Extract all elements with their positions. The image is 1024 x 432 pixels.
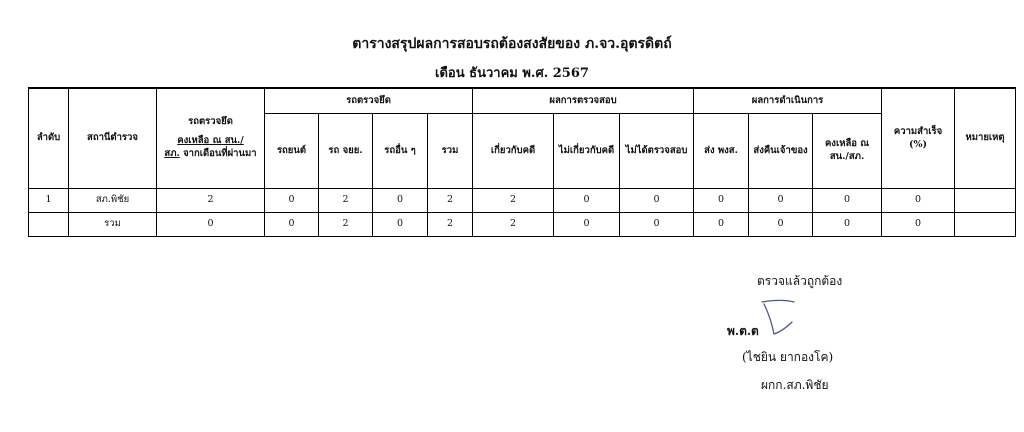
signer-rank: พ.ต.ต (727, 324, 759, 338)
cell-total-note (955, 213, 1016, 237)
header-remaining-line1: รถตรวจยึด (188, 116, 233, 128)
header-remaining-tail: จากเดือนที่ผ่านมา (179, 147, 257, 159)
cell-total-remaining: 0 (157, 213, 265, 237)
header-motorcycle: รถ จยย. (319, 114, 373, 189)
header-remaining-underline1: คงเหลือ ณ สน./ (177, 135, 244, 147)
cell-motorcycle: 2 (319, 189, 373, 213)
cell-related: 2 (473, 189, 554, 213)
cell-total-no (29, 213, 69, 237)
header-seized-total: รวม (428, 114, 473, 189)
cell-seized-total: 2 (428, 189, 473, 213)
cell-total-unrelated: 0 (554, 213, 620, 237)
cell-total-seized-total: 2 (428, 213, 473, 237)
cell-total-to-inquiry: 0 (694, 213, 749, 237)
signer-position: ผกก.สภ.พิชัย (761, 378, 829, 392)
cell-car: 0 (265, 189, 319, 213)
cell-station: สภ.พิชัย (69, 189, 157, 213)
header-to-inquiry: ส่ง พงส. (694, 114, 749, 189)
header-returned: ส่งคืนเจ้าของ (749, 114, 813, 189)
cell-total-related: 2 (473, 213, 554, 237)
signer-name: (ไชยิน ยากองโค) (742, 350, 834, 364)
header-car: รถยนต์ (265, 114, 319, 189)
cell-success: 0 (882, 189, 955, 213)
cell-total-returned: 0 (749, 213, 813, 237)
cell-total-other-vehicle: 0 (373, 213, 428, 237)
header-group-result: ผลการตรวจสอบ (473, 88, 694, 114)
cell-total-unchecked: 0 (620, 213, 694, 237)
cell-other-vehicle: 0 (373, 189, 428, 213)
header-unchecked: ไม่ได้ตรวจสอบ (620, 114, 694, 189)
header-other-vehicle: รถอื่น ๆ (373, 114, 428, 189)
header-unrelated: ไม่เกี่ยวกับคดี (554, 114, 620, 189)
cell-no: 1 (29, 189, 69, 213)
header-related: เกี่ยวกับคดี (473, 114, 554, 189)
cell-total-kept: 0 (813, 213, 882, 237)
cell-total-car: 0 (265, 213, 319, 237)
header-order: ลำดับ (29, 88, 69, 189)
header-remaining-underline2: สภ. (164, 147, 180, 159)
cell-total-motorcycle: 2 (319, 213, 373, 237)
header-note: หมายเหตุ (955, 88, 1016, 189)
header-station: สถานีตำรวจ (69, 88, 157, 189)
cell-kept: 0 (813, 189, 882, 213)
cell-returned: 0 (749, 189, 813, 213)
cell-unrelated: 0 (554, 189, 620, 213)
header-remaining (157, 88, 265, 189)
cell-total-success: 0 (882, 213, 955, 237)
summary-table (28, 87, 1016, 237)
total-row (29, 213, 1016, 237)
header-group-seized: รถตรวจยึด (265, 88, 473, 114)
cell-total-label: รวม (69, 213, 157, 237)
header-group-action: ผลการดำเนินการ (694, 88, 882, 114)
table-row (29, 189, 1016, 213)
cell-remaining: 2 (157, 189, 265, 213)
cell-note (955, 189, 1016, 213)
header-success: ความสำเร็จ (%) (882, 88, 955, 189)
cell-to-inquiry: 0 (694, 189, 749, 213)
cell-unchecked: 0 (620, 189, 694, 213)
report-title: ตารางสรุปผลการสอบรถต้องสงสัยของ ภ.จว.อุตรดิตถ์ (352, 36, 672, 52)
verified-label: ตรวจแล้วถูกต้อง (757, 274, 843, 288)
header-kept: คงเหลือ ณ สน./สภ. (813, 114, 882, 189)
report-subtitle: เดือน ธันวาคม พ.ศ. 2567 (435, 66, 589, 81)
